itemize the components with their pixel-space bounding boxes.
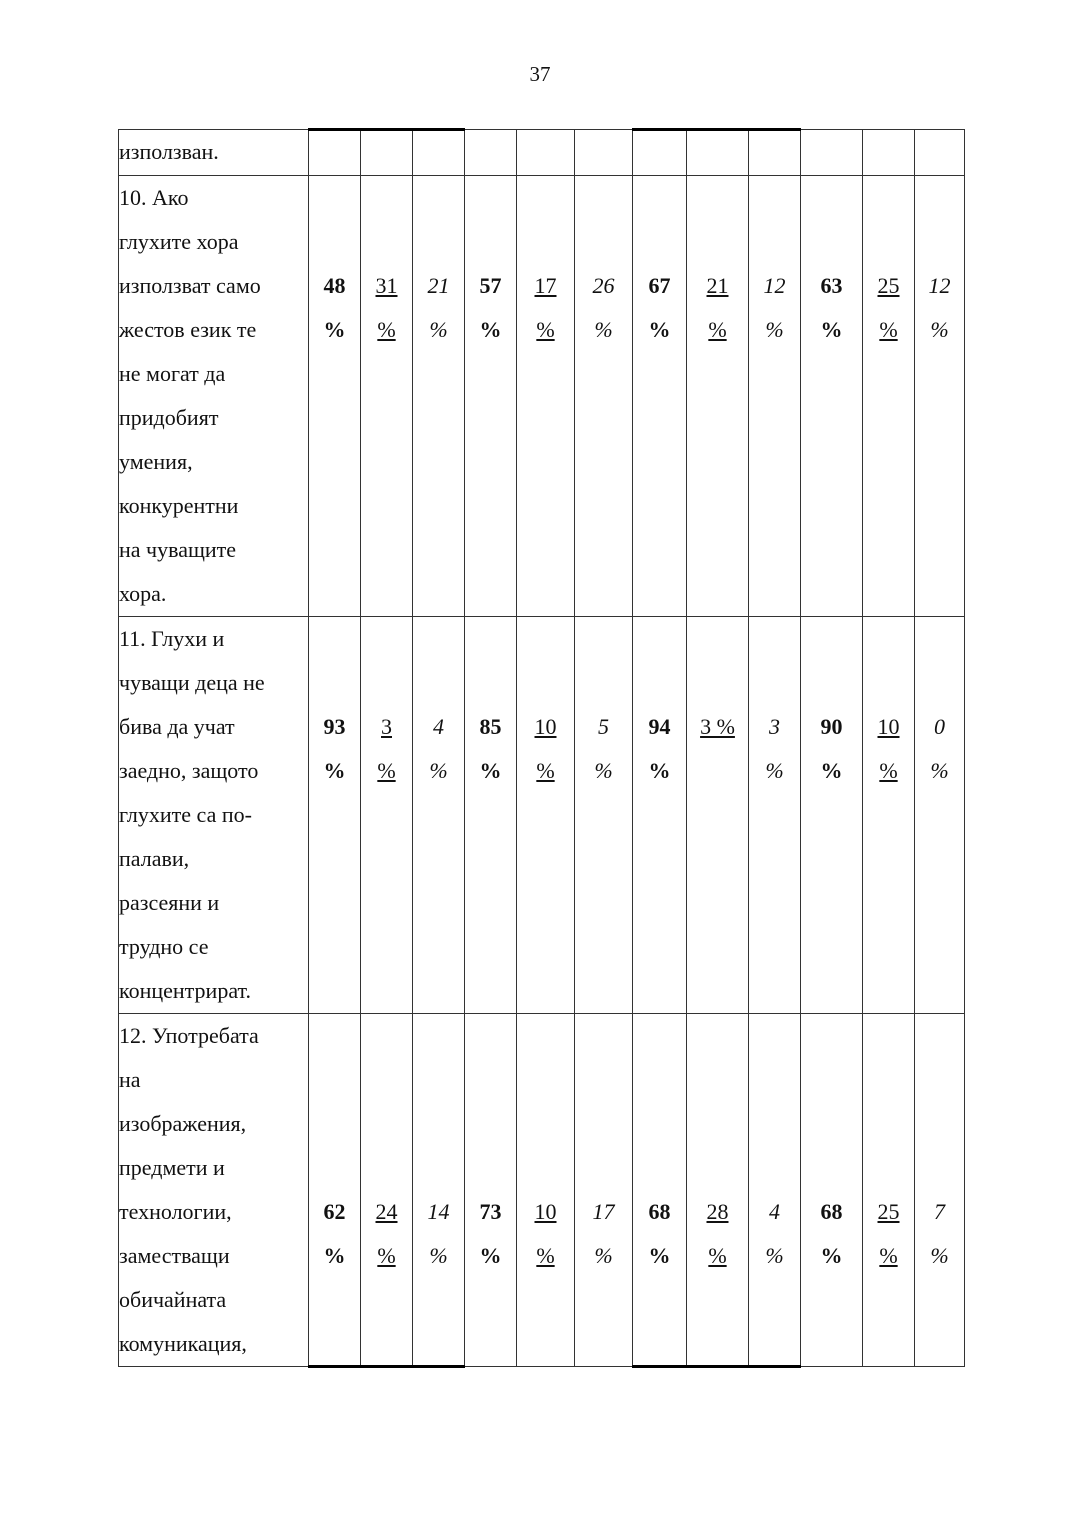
- percent-cell: [465, 176, 517, 617]
- question-line: трудно се: [119, 934, 209, 959]
- percent-cell: [633, 176, 687, 617]
- percent-cell: [575, 1014, 633, 1367]
- question-line: технологии,: [119, 1199, 232, 1224]
- percent-cell: [413, 1014, 465, 1367]
- question-line: заместващи: [119, 1243, 230, 1268]
- percent-sign: %: [323, 317, 346, 342]
- percent-sign: %: [930, 1243, 949, 1268]
- empty-value: [801, 130, 862, 174]
- percent-value: 31: [375, 273, 398, 298]
- percent-sign: %: [930, 317, 949, 342]
- percent-value: 5: [598, 714, 609, 739]
- percent-cell: [575, 130, 633, 176]
- percent-value: 3: [381, 714, 392, 739]
- question-line: на чуващите: [119, 537, 237, 562]
- percent-cell: [465, 1014, 517, 1367]
- question-line: изображения,: [119, 1111, 247, 1136]
- percent-sign: %: [323, 1243, 346, 1268]
- percent-cell: [517, 617, 575, 1014]
- survey-results-table: [118, 128, 965, 1368]
- percent-cell: [863, 130, 915, 176]
- percent-value: 21: [706, 273, 729, 298]
- empty-value: [575, 130, 632, 174]
- percent-cell: [361, 176, 413, 617]
- percent-cell: [687, 1014, 749, 1367]
- table-row: [119, 130, 965, 176]
- question-cell: [119, 130, 309, 176]
- percent-cell: [309, 617, 361, 1014]
- percent-sign: %: [765, 317, 784, 342]
- percent-value: 57: [479, 273, 502, 298]
- percent-sign: %: [377, 317, 396, 342]
- empty-value: [465, 130, 516, 174]
- question-line: 12. Употребата: [119, 1023, 259, 1048]
- percent-value: 67: [648, 273, 671, 298]
- empty-value: [309, 131, 360, 175]
- percent-cell: [863, 1014, 915, 1367]
- percent-cell: [633, 1014, 687, 1367]
- question-line: използват само: [119, 273, 261, 298]
- question-line: предмети и: [119, 1155, 225, 1180]
- question-line: чуващи деца не: [119, 670, 265, 695]
- percent-value: 73: [479, 1199, 502, 1224]
- percent-value: 48: [323, 273, 346, 298]
- percent-value: 21: [427, 273, 450, 298]
- table-row: [119, 617, 965, 1014]
- question-cell: [119, 1014, 309, 1367]
- question-line: разсеяни и: [119, 890, 220, 915]
- percent-sign: %: [820, 758, 843, 783]
- percent-cell: [517, 1014, 575, 1367]
- percent-value: 25: [877, 1199, 900, 1224]
- percent-sign: %: [879, 758, 898, 783]
- percent-cell: [575, 176, 633, 617]
- percent-sign: %: [429, 1243, 448, 1268]
- percent-cell: [749, 1014, 801, 1367]
- percent-sign: %: [479, 1243, 502, 1268]
- percent-value: 17: [592, 1199, 615, 1224]
- percent-cell: [413, 130, 465, 176]
- percent-sign: %: [479, 317, 502, 342]
- percent-sign: %: [429, 758, 448, 783]
- question-line: 11. Глухи и: [119, 626, 225, 651]
- percent-cell: [309, 130, 361, 176]
- percent-value: 12: [763, 273, 786, 298]
- question-line: 10. Ако: [119, 185, 189, 210]
- percent-cell: [361, 617, 413, 1014]
- percent-cell: [915, 130, 965, 176]
- percent-cell: [749, 130, 801, 176]
- percent-sign: %: [765, 1243, 784, 1268]
- percent-sign: %: [429, 317, 448, 342]
- percent-value: 68: [648, 1199, 671, 1224]
- percent-value: 62: [323, 1199, 346, 1224]
- percent-sign: %: [377, 1243, 396, 1268]
- percent-cell: [749, 176, 801, 617]
- percent-cell: [915, 617, 965, 1014]
- percent-cell: [309, 1014, 361, 1367]
- percent-cell: [687, 130, 749, 176]
- percent-sign: %: [820, 1243, 843, 1268]
- percent-value: 4: [433, 714, 444, 739]
- percent-value: 4: [769, 1199, 780, 1224]
- question-line: умения,: [119, 449, 193, 474]
- question-line: бива да учат: [119, 714, 235, 739]
- empty-value: [361, 131, 412, 175]
- percent-value: 24: [375, 1199, 398, 1224]
- percent-cell: [801, 1014, 863, 1367]
- page-number: 37: [529, 62, 551, 86]
- percent-cell: [575, 617, 633, 1014]
- percent-cell: [361, 130, 413, 176]
- percent-sign: %: [765, 758, 784, 783]
- question-line: хора.: [119, 581, 167, 606]
- percent-sign: %: [930, 758, 949, 783]
- percent-cell: [687, 617, 749, 1014]
- percent-sign: %: [377, 758, 396, 783]
- percent-value: 17: [534, 273, 557, 298]
- question-line: на: [119, 1067, 141, 1092]
- percent-sign: %: [536, 1243, 555, 1268]
- percent-value: 3: [769, 714, 780, 739]
- percent-sign: %: [648, 758, 671, 783]
- percent-cell: [465, 130, 517, 176]
- percent-value: 63: [820, 273, 843, 298]
- percent-value: 7: [934, 1199, 945, 1224]
- question-cell: [119, 617, 309, 1014]
- percent-value: 10: [534, 1199, 557, 1224]
- percent-cell: [465, 617, 517, 1014]
- percent-cell: [801, 130, 863, 176]
- question-line: концентрират.: [119, 978, 251, 1003]
- percent-cell: [633, 130, 687, 176]
- percent-cell: [633, 617, 687, 1014]
- table-row: [119, 1014, 965, 1367]
- percent-sign: %: [820, 317, 843, 342]
- percent-value: 93: [323, 714, 346, 739]
- question-line: придобият: [119, 405, 219, 430]
- percent-cell: [863, 176, 915, 617]
- percent-value: 0: [934, 714, 945, 739]
- percent-value: 14: [427, 1199, 450, 1224]
- empty-value: [517, 130, 574, 174]
- percent-cell: [517, 176, 575, 617]
- empty-value: [863, 130, 914, 174]
- percent-cell: [361, 1014, 413, 1367]
- empty-value: [413, 131, 464, 175]
- percent-sign: %: [648, 1243, 671, 1268]
- question-line: не могат да: [119, 361, 226, 386]
- percent-sign: %: [879, 1243, 898, 1268]
- percent-sign: %: [536, 758, 555, 783]
- percent-cell: [801, 617, 863, 1014]
- percent-sign: %: [594, 758, 613, 783]
- question-line: заедно, защото: [119, 758, 259, 783]
- question-line: обичайната: [119, 1287, 227, 1312]
- percent-sign: %: [479, 758, 502, 783]
- percent-sign: %: [594, 1243, 613, 1268]
- percent-cell: [517, 130, 575, 176]
- percent-cell: [915, 1014, 965, 1367]
- percent-sign: %: [879, 317, 898, 342]
- percent-sign: %: [594, 317, 613, 342]
- percent-cell: [863, 617, 915, 1014]
- question-line: използван.: [119, 139, 219, 164]
- percent-cell: [413, 176, 465, 617]
- question-line: жестов език те: [119, 317, 257, 342]
- percent-value: 12: [928, 273, 951, 298]
- percent-value: 10: [877, 714, 900, 739]
- question-line: конкурентни: [119, 493, 239, 518]
- percent-cell: [309, 176, 361, 617]
- percent-value: 94: [648, 714, 671, 739]
- percent-value: 90: [820, 714, 843, 739]
- percent-value: 3 %: [700, 714, 735, 739]
- percent-value: 68: [820, 1199, 843, 1224]
- percent-value: 28: [706, 1199, 729, 1224]
- percent-value: 25: [877, 273, 900, 298]
- percent-sign: %: [536, 317, 555, 342]
- percent-sign: %: [323, 758, 346, 783]
- question-line: комуникация,: [119, 1331, 247, 1356]
- empty-value: [633, 131, 686, 175]
- percent-value: 85: [479, 714, 502, 739]
- percent-cell: [915, 176, 965, 617]
- percent-cell: [749, 617, 801, 1014]
- percent-value: 26: [592, 273, 615, 298]
- question-cell: [119, 176, 309, 617]
- percent-sign: %: [708, 1243, 727, 1268]
- empty-value: [749, 131, 800, 175]
- percent-cell: [413, 617, 465, 1014]
- empty-value: [687, 131, 748, 175]
- question-line: глухите са по-: [119, 802, 252, 827]
- percent-cell: [687, 176, 749, 617]
- question-line: палави,: [119, 846, 190, 871]
- percent-cell: [801, 176, 863, 617]
- question-line: глухите хора: [119, 229, 239, 254]
- empty-value: [915, 130, 964, 174]
- percent-value: 10: [534, 714, 557, 739]
- table-row: [119, 176, 965, 617]
- percent-sign: %: [708, 317, 727, 342]
- percent-sign: %: [648, 317, 671, 342]
